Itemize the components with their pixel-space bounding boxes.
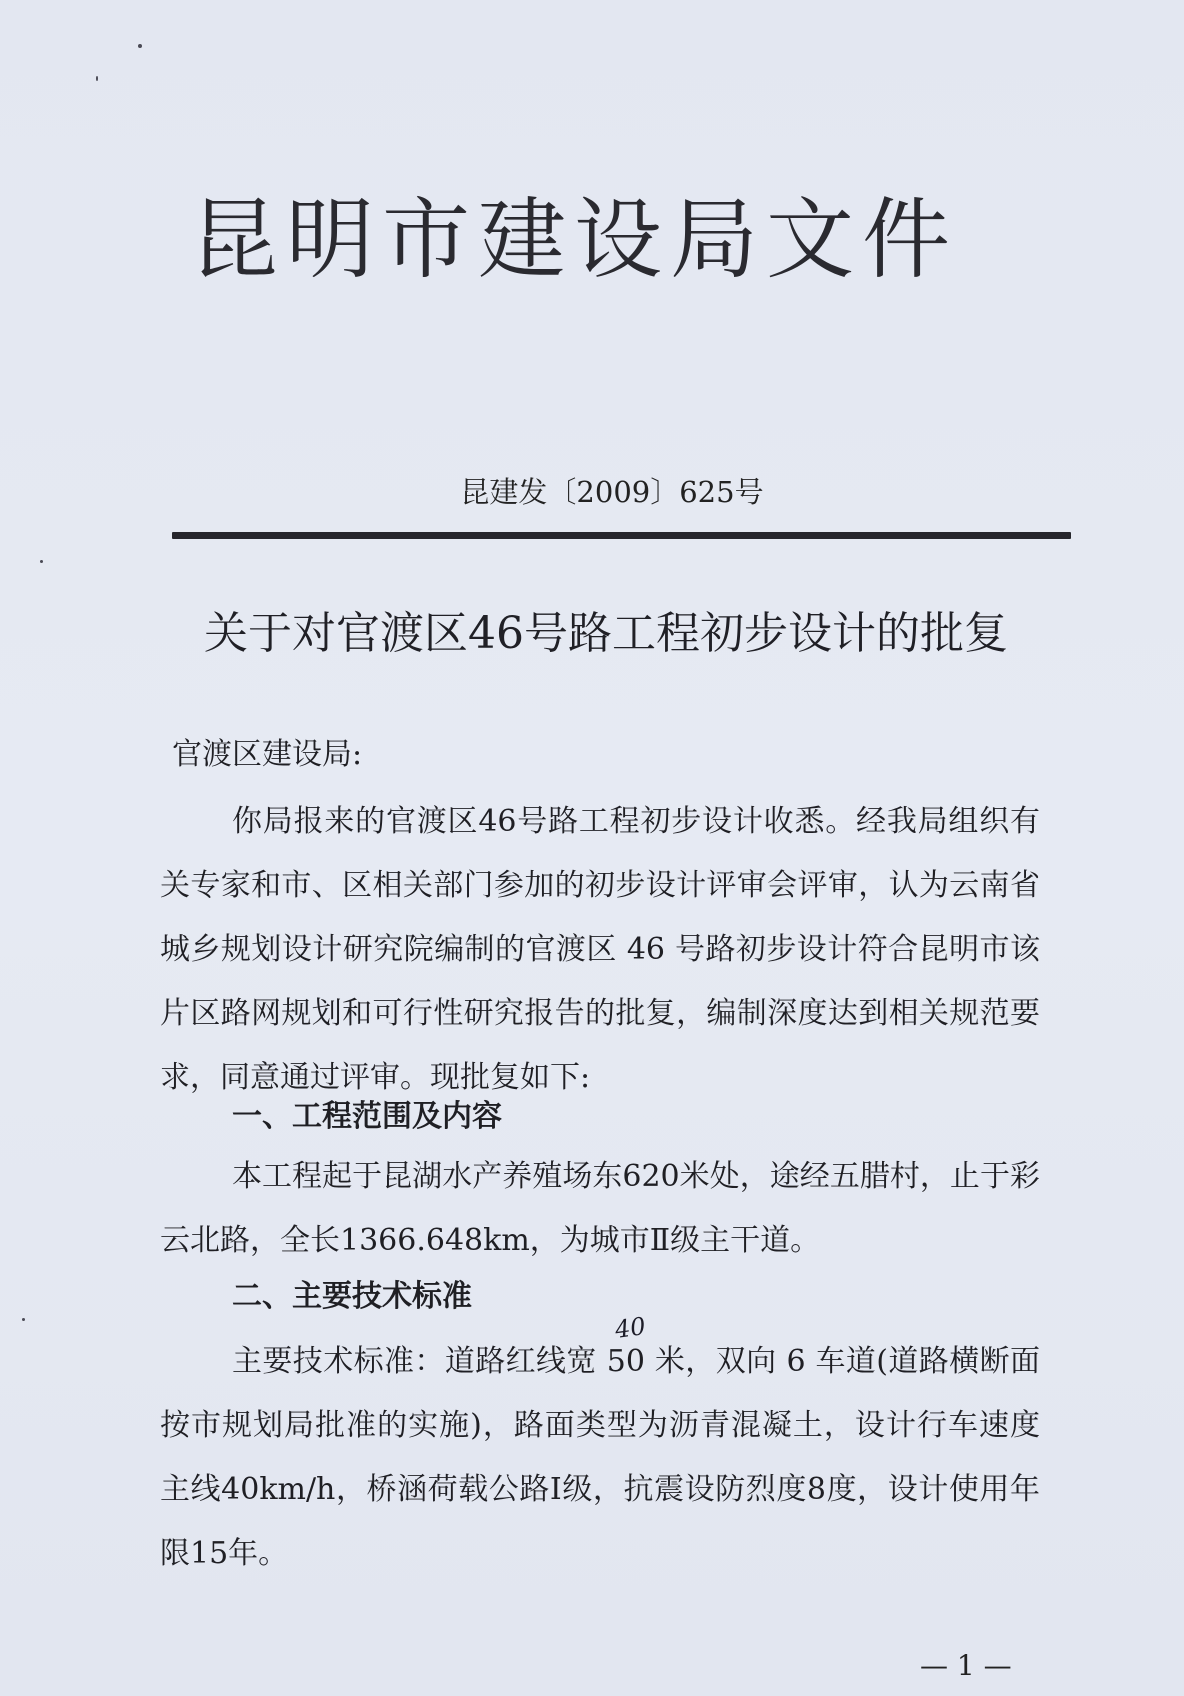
section-body-standards: 主要技术标准：道路红线宽 50 米，双向 6 车道(道路横断面按市规划局批准的实施)，路面类型为沥青混凝土，设计行车速度主线40km/h，桥涵荷载公路Ⅰ级，抗震设防烈度8度，设计使用年限15年。 — [160, 1344, 1040, 1571]
section-heading-scope: 一、工程范围及内容 — [232, 1099, 502, 1134]
intro-paragraph: 你局报来的官渡区46号路工程初步设计收悉。经我局组织有关专家和市、区相关部门参加的初步设计评审会评审，认为云南省城乡规划设计研究院编制的官渡区 46 号路初步设计符合昆明市该片区路网规划和可行性研究报告的批复，编制深度达到相关规范要求，同意通过评审。现批复如下: — [160, 804, 1040, 1095]
scan-speck — [96, 76, 98, 81]
scan-speck — [40, 560, 43, 563]
section-body-scope: 本工程起于昆湖水产养殖场东620米处，途经五腊村，止于彩云北路，全长1366.648km，为城市Ⅱ级主干道。 — [160, 1159, 1040, 1258]
document-title: 关于对官渡区46号路工程初步设计的批复 — [204, 608, 1008, 659]
section-heading-standards: 二、主要技术标准 — [232, 1279, 472, 1314]
handwritten-correction: 40 — [613, 1312, 648, 1344]
document-number: 昆建发〔2009〕625号 — [460, 475, 764, 509]
addressee: 官渡区建设局: — [172, 737, 363, 772]
scan-speck — [22, 1318, 25, 1321]
issuer-header: 昆明市建设局文件 — [190, 188, 959, 291]
page-number: — 1 — — [920, 1649, 1012, 1682]
scan-speck — [138, 44, 142, 48]
red-header-rule — [172, 532, 1071, 539]
